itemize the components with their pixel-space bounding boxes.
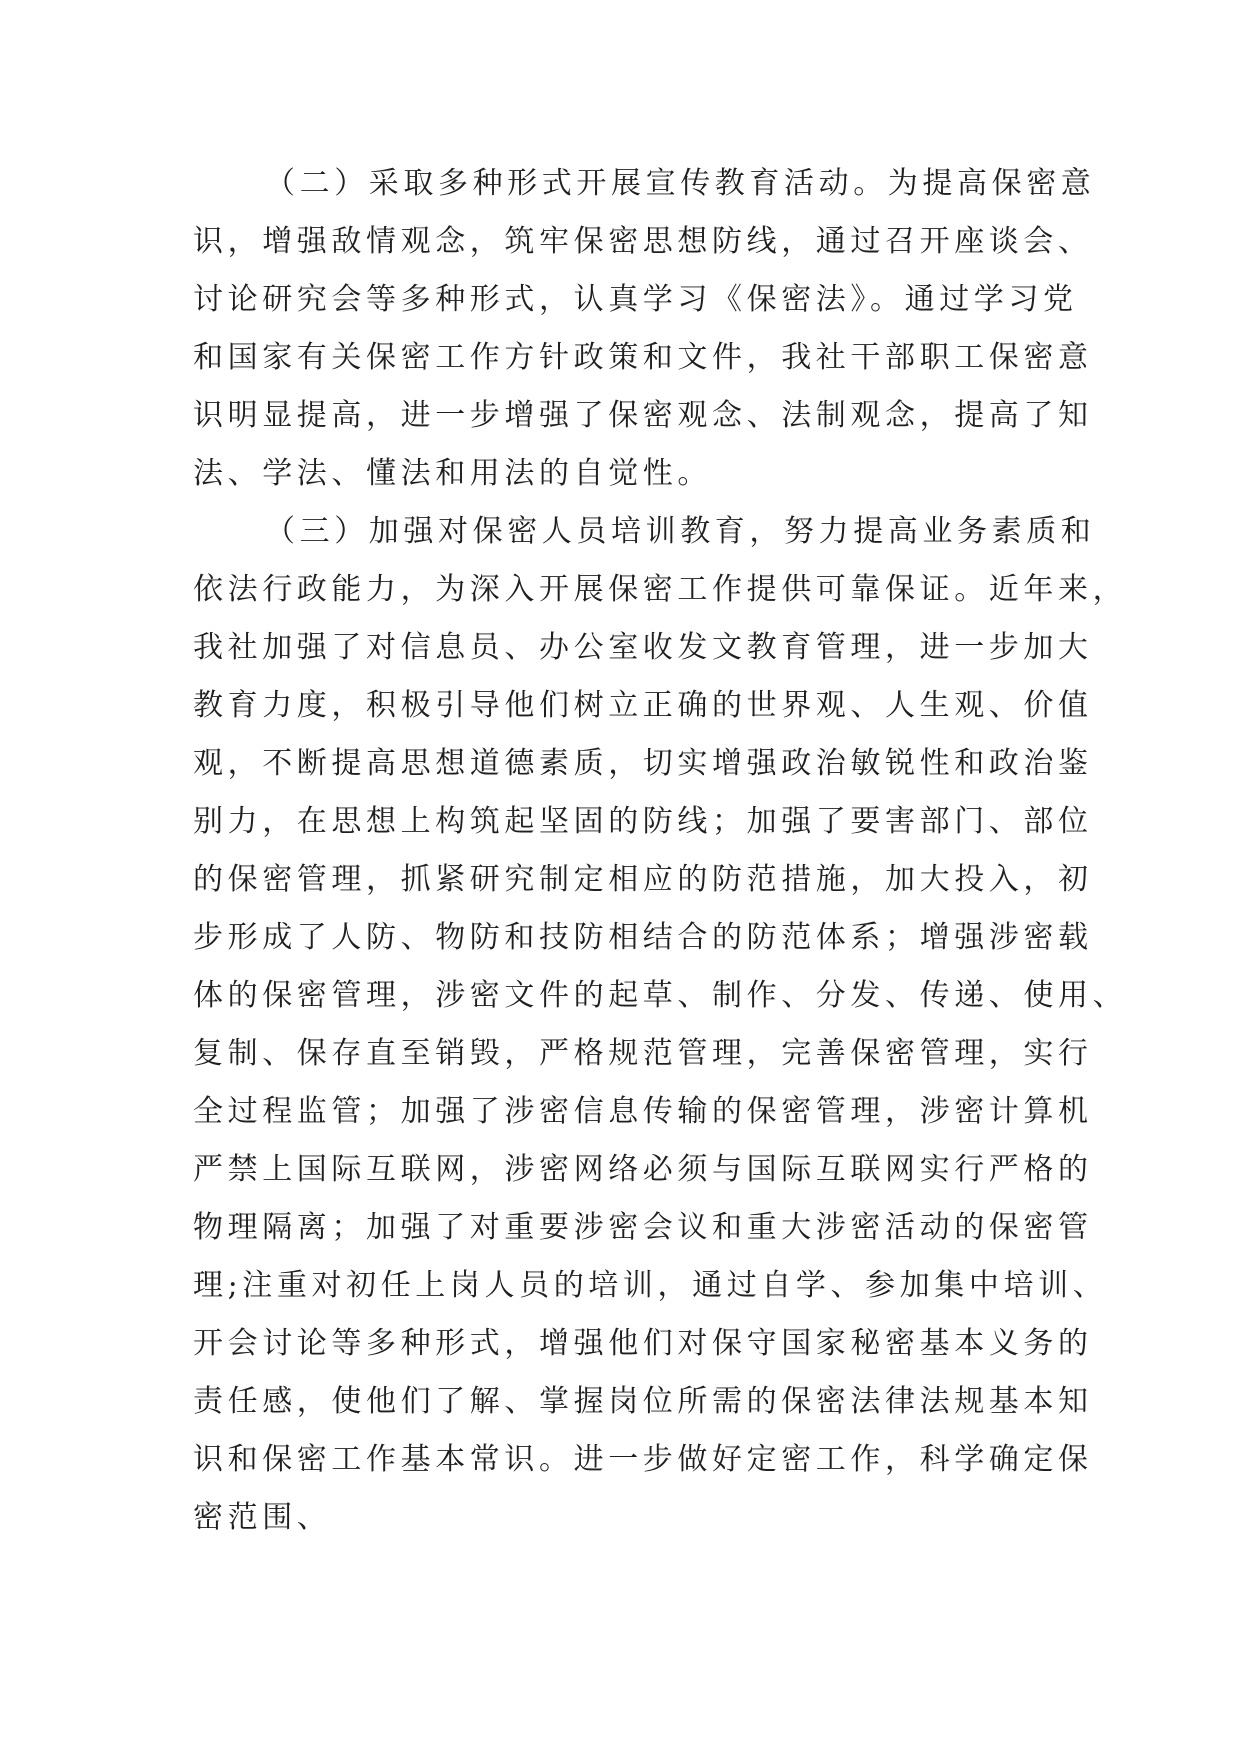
paragraph-line: 责任感，使他们了解、掌握岗位所需的保密法律法规基本知 [193,1384,1093,1419]
paragraph-line: 教育力度，积极引导他们树立正确的世界观、人生观、价值 [193,688,1093,723]
paragraph-line: 和国家有关保密工作方针政策和文件，我社干部职工保密意 [193,340,1093,375]
paragraph-line: 的保密管理，抓紧研究制定相应的防范措施，加大投入，初 [193,862,1093,897]
paragraph-line: 体的保密管理，涉密文件的起草、制作、分发、传递、使用、 [193,978,1128,1013]
paragraph-line: 步形成了人防、物防和技防相结合的防范体系；增强涉密载 [193,920,1093,955]
paragraph-line: 观，不断提高思想道德素质，切实增强政治敏锐性和政治鉴 [193,746,1093,781]
paragraph-line: 全过程监管；加强了涉密信息传输的保密管理，涉密计算机 [193,1094,1093,1129]
paragraph-2 [193,155,1096,503]
paragraph-line: （三）加强对保密人员培训教育，努力提高业务素质和 [265,514,1096,549]
paragraph-line: 识明显提高，进一步增强了保密观念、法制观念，提高了知 [193,398,1093,433]
paragraph-line: （二）采取多种形式开展宣传教育活动。为提高保密意 [265,166,1096,201]
paragraph-line: 法、学法、懂法和用法的自觉性。 [193,456,712,491]
paragraph-line: 依法行政能力，为深入开展保密工作提供可靠保证。近年来， [193,572,1128,607]
paragraph-3 [193,503,1128,1547]
paragraph-line: 别力，在思想上构筑起坚固的防线；加强了要害部门、部位 [193,804,1093,839]
paragraph-line: 识，增强敌情观念，筑牢保密思想防线，通过召开座谈会、 [193,224,1093,259]
paragraph-line: 开会讨论等多种形式，增强他们对保守国家秘密基本义务的 [193,1326,1093,1361]
paragraph-line: 密范围、 [193,1500,332,1535]
paragraph-line: 严禁上国际互联网，涉密网络必须与国际互联网实行严格的 [193,1152,1093,1187]
document-body [193,155,1128,1547]
paragraph-line: 我社加强了对信息员、办公室收发文教育管理，进一步加大 [193,630,1093,665]
paragraph-line: 理;注重对初任上岗人员的培训，通过自学、参加集中培训、 [193,1268,1108,1303]
paragraph-line: 讨论研究会等多种形式，认真学习《保密法》。通过学习党 [193,282,1078,317]
paragraph-line: 复制、保存直至销毁，严格规范管理，完善保密管理，实行 [193,1036,1093,1071]
paragraph-line: 物理隔离；加强了对重要涉密会议和重大涉密活动的保密管 [193,1210,1093,1245]
paragraph-line: 识和保密工作基本常识。进一步做好定密工作，科学确定保 [193,1442,1093,1477]
